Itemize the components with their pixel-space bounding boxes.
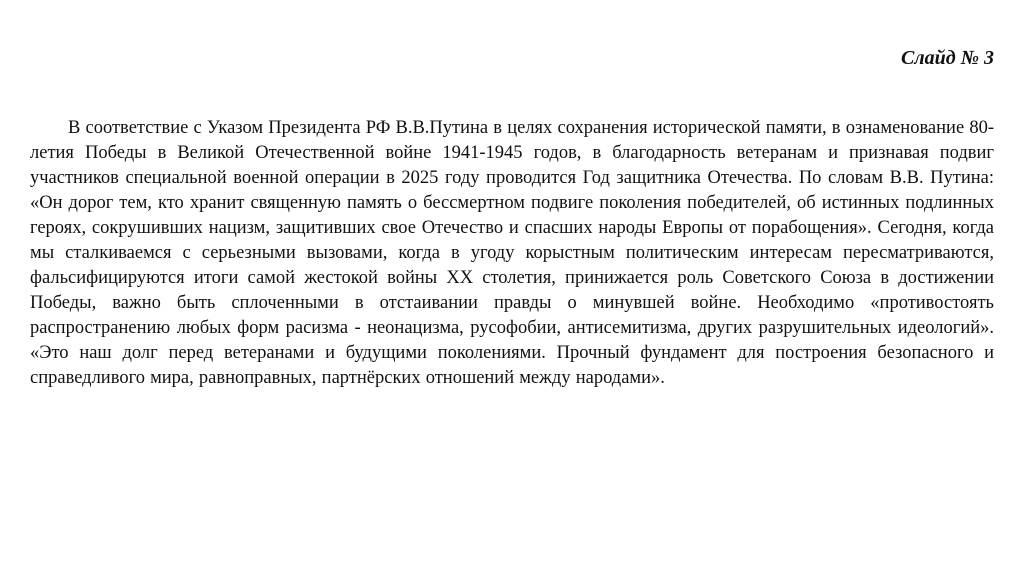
slide-number-label: Слайд № 3	[901, 47, 994, 69]
body-paragraph: В соответствие с Указом Президента РФ В.В.Путина в целях сохранения исторической памяти, в ознаменование 80-летия Победы в Великой Отечественной войне 1941-1945 годов, в благодарность ветеранам и признавая подвиг участников специальной военной операции в 2025 году проводится Год защитника Отечества. По словам В.В. Путина: «Он дорог тем, кто хранит священную память о бессмертном подвиге поколения победителей, об истинных подлинных героях, сокрушивших нацизм, защитивших свое Отечество и спасших народы Европы от порабощения». Сегодня, когда мы сталкиваемся с серьезными вызовами, когда в угоду корыстным политическим интересам пересматриваются, фальсифицируются итоги самой жестокой войны XX столетия, принижается роль Советского Союза в достижении Победы, важно быть сплоченными в отстаивании правды о минувшей войне. Необходимо «противостоять распространению любых форм расизма - неонацизма, русофобии, антисемитизма, других разрушительных идеологий». «Это наш долг перед ветеранами и будущими поколениями. Прочный фундамент для построения безопасного и справедливого мира, равноправных, партнёрских отношений между народами».	[30, 118, 994, 388]
